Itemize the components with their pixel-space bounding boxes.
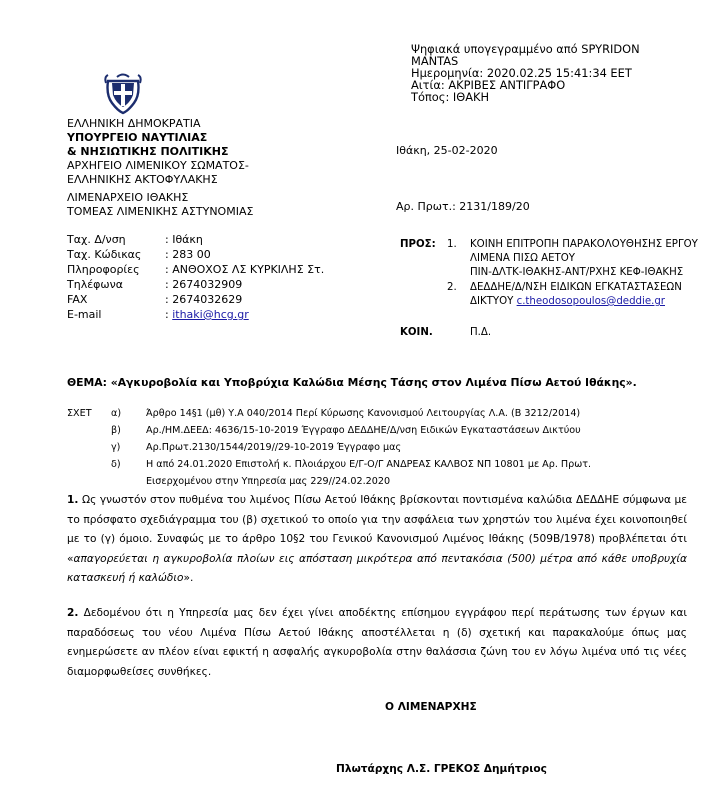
- reference-text: Αρ./ΗΜ.ΔΕΕΔ: 4636/15-10-2019 Έγγραφο ΔΕΔΔΗΕ/Δ/νση Ειδικών Εγκαταστάσεων Δικτύου: [146, 425, 581, 436]
- contact-row: [67, 277, 243, 292]
- recipient-line: ΚΟΙΝΗ ΕΠΙΤΡΟΠΗ ΠΑΡΑΚΟΛΟΥΘΗΣΗΣ ΕΡΓΟΥ: [470, 239, 698, 250]
- signature-place: Τόπος: ΙΘΑΚΗ: [411, 90, 490, 104]
- reference-item: [111, 456, 592, 473]
- reference-letter: γ): [111, 442, 121, 453]
- signature-reason: Αιτία: ΑΚΡΙΒΕΣ ΑΝΤΙΓΡΑΦΟ: [411, 78, 566, 92]
- contact-details: [67, 232, 325, 322]
- recipient-line: [470, 295, 665, 308]
- signature-line: Ψηφιακά υπογεγραμμένο από SPYRIDON: [411, 42, 640, 56]
- reference-continuation: Εισερχομένου στην Υπηρεσία μας 229//24.02.2020: [146, 476, 391, 487]
- recipient-email-link[interactable]: c.theodosopoulos@deddie.gr: [516, 296, 665, 307]
- contact-label: Ταχ. Κώδικας: [67, 248, 142, 261]
- contact-value: : 283 00: [165, 248, 211, 261]
- reference-text: Η από 24.01.2020 Επιστολή κ. Πλοιάρχου Ε/Γ-Ο/Γ ΑΝΔΡΕΑΣ ΚΑΛΒΟΣ ΝΠ 10801 με Αρ. Πρωτ.: [146, 459, 592, 470]
- reference-letter: β): [111, 425, 121, 436]
- subject-line: ΘΕΜΑ: «Αγκυροβολία και Υποβρύχια Καλώδια Μέσης Τάσης στον Λιμένα Πίσω Αετού Ιθάκης».: [67, 376, 637, 389]
- signature-line: MANTAS: [411, 54, 459, 68]
- contact-value: : 2674032629: [165, 293, 243, 306]
- email-colon: :: [165, 308, 169, 321]
- date-place: Ιθάκη, 25-02-2020: [396, 144, 498, 157]
- contact-row: [67, 247, 211, 262]
- recipient-line: ΛΙΜΕΝΑ ΠΙΣΩ ΑΕΤΟΥ: [470, 253, 576, 264]
- reference-item: [111, 439, 402, 456]
- reference-item: [111, 405, 581, 422]
- headquarters-name: ΕΛΛΗΝΙΚΗΣ ΑΚΤΟΦΥΛΑΚΗΣ: [67, 173, 218, 186]
- paragraph-text-end: ».: [183, 572, 194, 585]
- recipient-prefix: ΔΙΚΤΥΟΥ: [470, 296, 514, 307]
- contact-row: [67, 262, 325, 277]
- digital-signature-box: [411, 43, 640, 103]
- office-name: ΛΙΜΕΝΑΡΧΕΙΟ ΙΘΑΚΗΣ: [67, 191, 189, 204]
- contact-row: [67, 232, 203, 247]
- section-name: ΤΟΜΕΑΣ ΛΙΜΕΝΙΚΗΣ ΑΣΤΥΝΟΜΙΑΣ: [67, 205, 254, 218]
- reference-item: [111, 422, 581, 439]
- contact-label: Τηλέφωνα: [67, 278, 124, 291]
- cc-value: Π.Δ.: [470, 327, 492, 338]
- paragraph-text: Ως γνωστόν στον πυθμένα του λιμένος Πίσω Αετού Ιθάκης βρίσκονται ποντισμένα καλώδια ΔΕΔΔΗΕ σύμφωνα με το πρόσφατο σχεδιάγραμμα του (β) σχετικού το οποίο για την ασφάλεια των χρηστών του λιμένα έχει κοινοποιηθεί με το (γ) όμοιο. Συναφώς με το άρθρο 10§2 του Γενικού Κανονισμού Λιμένος Ιθάκης (509Β/1978) προβλέπεται ότι «: [67, 494, 687, 565]
- headquarters-name: ΑΡΧΗΓΕΙΟ ΛΙΜΕΝΙΚΟΥ ΣΩΜΑΤΟΣ-: [67, 159, 249, 172]
- cc-label: ΚΟΙΝ.: [400, 327, 433, 338]
- paragraph-number: 1.: [67, 494, 79, 506]
- contact-label: FAX: [67, 293, 88, 306]
- reference-text: Αρ.Πρωτ.2130/1544/2019//29-10-2019 Έγγραφο μας: [146, 442, 402, 453]
- signatory-title: Ο ΛΙΜΕΝΑΡΧΗΣ: [385, 701, 477, 713]
- paragraph-text: Δεδομένου ότι η Υπηρεσία μας δεν έχει γίνει αποδέκτης επίσημου εγγράφου περί περάτωσης των έργων και παραδόσεως του νέου Λιμένα Πίσω Αετού Ιθάκης αποστέλλεται η (δ) σχετική και παρακαλούμε όπως μας ενημερώσετε αν πλέον είναι εφικτή η ασφαλής αγκυροβολία στην θαλάσσια ζώνη του εν λόγω λιμένα υπό τις νέες διαμορφωθείσες συνθήκες.: [67, 607, 687, 678]
- recipient-number: 1.: [447, 239, 457, 250]
- greek-coat-of-arms-icon: [102, 71, 144, 115]
- ministry-name: & ΝΗΣΙΩΤΙΚΗΣ ΠΟΛΙΤΙΚΗΣ: [67, 145, 229, 158]
- contact-label: E-mail: [67, 308, 102, 321]
- republic-name: ΕΛΛΗΝΙΚΗ ΔΗΜΟΚΡΑΤΙΑ: [67, 117, 201, 130]
- contact-label: Ταχ. Δ/νση: [67, 233, 126, 246]
- recipient-number: 2.: [447, 282, 457, 293]
- signature-date: Ημερομηνία: 2020.02.25 15:41:34 EET: [411, 66, 632, 80]
- contact-value: : ΑΝΘΟΧΟΣ ΛΣ ΚΥΡΚΙΛΗΣ Στ.: [165, 263, 325, 276]
- paragraph-quote: απαγορεύεται η αγκυροβολία πλοίων εις απόσταση μικρότερα από πεντακόσια (500) μέτρα από κάθε υποβρυχία κατασκευή ή καλώδιο: [67, 552, 687, 585]
- recipient-line: ΠΙΝ-ΔΛΤΚ-ΙΘΑΚΗΣ-ΑΝΤ/ΡΧΗΣ ΚΕΦ-ΙΘΑΚΗΣ: [470, 267, 684, 278]
- issuer-header: [67, 117, 253, 219]
- paragraph-number: 2.: [67, 607, 79, 619]
- email-link[interactable]: ithaki@hcg.gr: [172, 308, 249, 321]
- contact-value: : 2674032909: [165, 278, 243, 291]
- paragraph-1: [67, 491, 687, 589]
- cc-block: [400, 326, 492, 339]
- protocol-number: Αρ. Πρωτ.: 2131/189/20: [396, 200, 530, 213]
- contact-row: [67, 292, 243, 307]
- references-label: ΣΧΕΤ: [67, 408, 92, 419]
- recipient-line: ΔΕΔΔΗΕ/Δ/ΝΣΗ ΕΙΔΙΚΩΝ ΕΓΚΑΤΑΣΤΑΣΕΩΝ: [470, 282, 682, 293]
- contact-row: [67, 307, 249, 322]
- reference-text: Άρθρο 14§1 (μθ) Υ.Α 040/2014 Περί Κύρωσης Κανονισμού Λειτουργίας Λ.Α. (Β 3212/2014): [146, 408, 581, 419]
- contact-value: : Ιθάκη: [165, 233, 203, 246]
- contact-label: Πληροφορίες: [67, 263, 140, 276]
- signatory-name: Πλωτάρχης Λ.Σ. ΓΡΕΚΟΣ Δημήτριος: [336, 763, 547, 775]
- reference-letter: δ): [111, 459, 121, 470]
- recipients-label: ΠΡΟΣ:: [400, 239, 436, 250]
- ministry-name: ΥΠΟΥΡΓΕΙΟ ΝΑΥΤΙΛΙΑΣ: [67, 131, 208, 144]
- paragraph-2: [67, 604, 687, 682]
- reference-letter: α): [111, 408, 122, 419]
